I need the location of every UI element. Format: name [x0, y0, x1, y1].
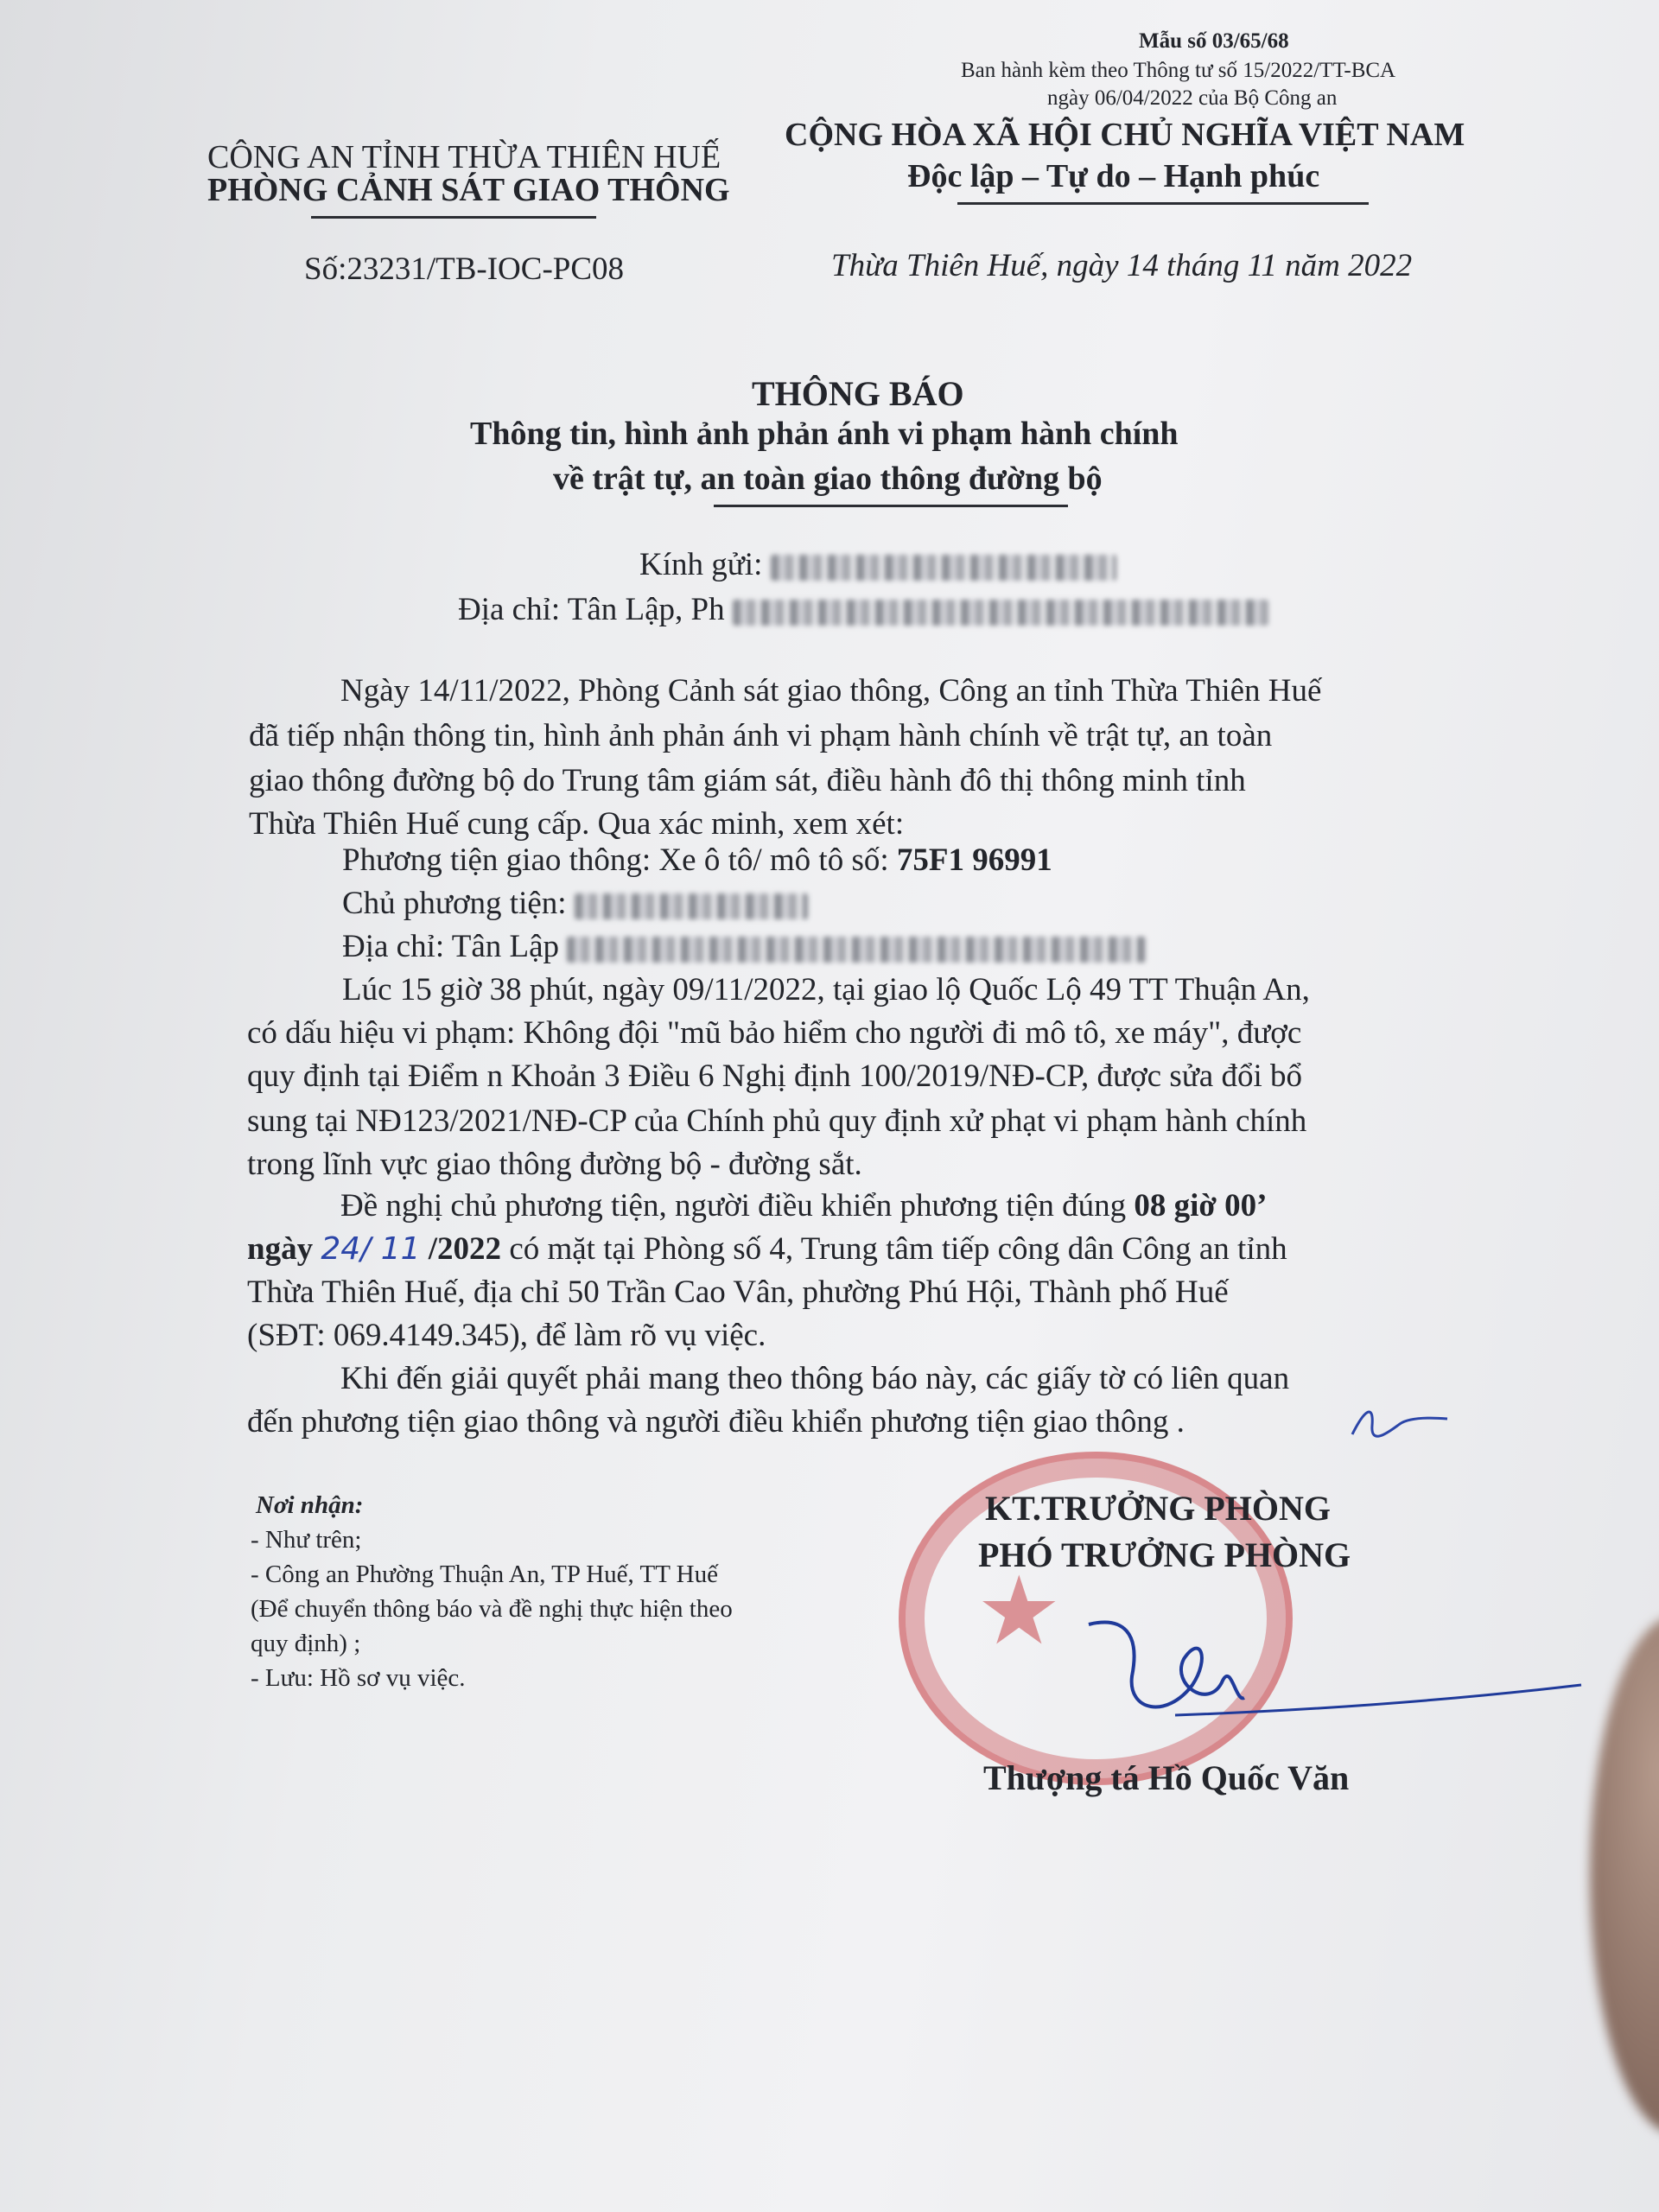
sign-title-2: PHÓ TRƯỞNG PHÒNG: [978, 1535, 1351, 1574]
document-title: THÔNG BÁO: [752, 374, 964, 413]
para3-start: Đề nghị chủ phương tiện, người điều khiển phương tiện đúng: [340, 1188, 1135, 1224]
para1-line-2: đã tiếp nhận thông tin, hình ảnh phản ánh vi phạm hành chính về trật tự, an toàn: [249, 718, 1273, 753]
appointment-year: /2022: [428, 1231, 502, 1267]
vehicle-plate: 75F1 96991: [896, 842, 1052, 878]
owner-label: Chủ phương tiện:: [342, 886, 567, 921]
recipient-row: [639, 543, 1116, 588]
recipient-item-5: - Lưu: Hồ sơ vụ việc.: [251, 1664, 466, 1692]
para3-line-2: [247, 1227, 1287, 1272]
address-row: [458, 588, 1268, 632]
country-name: CỘNG HÒA XÃ HỘI CHỦ NGHĨA VIỆT NAM: [785, 117, 1465, 153]
department-name: PHÒNG CẢNH SÁT GIAO THÔNG: [207, 172, 730, 208]
issued-line-2: ngày 06/04/2022 của Bộ Công an: [1047, 86, 1338, 110]
redacted-recipient: [771, 555, 1116, 581]
country-motto: Độc lập – Tự do – Hạnh phúc: [907, 158, 1320, 194]
appointment-time: 08 giờ 00’: [1134, 1188, 1268, 1224]
day-label: ngày: [247, 1231, 314, 1267]
owner-address-row: [342, 925, 1146, 969]
handwritten-signature: [1071, 1581, 1590, 1728]
signer-name: Thượng tá Hồ Quốc Văn: [983, 1758, 1350, 1797]
agency-name: CÔNG AN TỈNH THỪA THIÊN HUẾ: [207, 139, 721, 175]
sign-title-1: KT.TRƯỞNG PHÒNG: [985, 1489, 1331, 1528]
para3-line-4: (SĐT: 069.4149.345), để làm rõ vụ việc.: [247, 1318, 766, 1353]
recipient-item-1: - Như trên;: [251, 1526, 362, 1554]
recipient-label: Kính gửi:: [639, 547, 763, 582]
para3-rest: có mặt tại Phòng số 4, Trung tâm tiếp công dân Công an tỉnh: [501, 1231, 1287, 1267]
place-date: Thừa Thiên Huế, ngày 14 tháng 11 năm 2022: [831, 248, 1413, 283]
subtitle-line-1: Thông tin, hình ảnh phản ánh vi phạm hành chính: [470, 416, 1179, 452]
para1-line-3: giao thông đường bộ do Trung tâm giám sát, điều hành đô thị thông minh tỉnh: [249, 763, 1246, 798]
recipient-item-3: (Để chuyển thông báo và đề nghị thực hiện theo: [251, 1595, 733, 1623]
agency-underline: [311, 216, 596, 219]
para2-line-1: Lúc 15 giờ 38 phút, ngày 09/11/2022, tại giao lộ Quốc Lộ 49 TT Thuận An,: [342, 972, 1310, 1007]
para3-line-3: Thừa Thiên Huế, địa chỉ 50 Trần Cao Vân, phường Phú Hội, Thành phố Huế: [247, 1274, 1229, 1310]
redacted-owner-address: [567, 937, 1146, 963]
form-number: Mẫu số 03/65/68: [1139, 29, 1289, 53]
para3-line-1: [340, 1184, 1267, 1229]
para2-line-5: trong lĩnh vực giao thông đường bộ - đường sắt.: [247, 1147, 862, 1182]
vehicle-label: Phương tiện giao thông: Xe ô tô/ mô tô số:: [342, 842, 897, 878]
address-label: Địa chỉ: Tân Lập, Ph: [458, 592, 725, 627]
owner-row: [342, 881, 808, 926]
document-number: Số:23231/TB-IOC-PC08: [304, 251, 625, 287]
para2-line-4: sung tại NĐ123/2021/NĐ-CP của Chính phủ quy định xử phạt vi phạm hành chính: [247, 1103, 1307, 1139]
para2-line-3: quy định tại Điểm n Khoản 3 Điều 6 Nghị định 100/2019/NĐ-CP, được sửa đổi bổ: [247, 1058, 1302, 1094]
recipient-item-2: - Công an Phường Thuận An, TP Huế, TT Huế: [251, 1560, 718, 1588]
initials-mark: [1348, 1400, 1452, 1443]
recipients-title: Nơi nhận:: [256, 1491, 364, 1519]
redacted-owner: [575, 893, 808, 919]
issued-line-1: Ban hành kèm theo Thông tư số 15/2022/TT-BCA: [961, 59, 1396, 82]
para2-line-2: có dấu hiệu vi phạm: Không đội "mũ bảo hiểm cho người đi mô tô, xe máy", được: [247, 1015, 1302, 1051]
para4-line-1: Khi đến giải quyết phải mang theo thông báo này, các giấy tờ có liên quan: [340, 1361, 1290, 1396]
para1-line-1: Ngày 14/11/2022, Phòng Cảnh sát giao thông, Công an tỉnh Thừa Thiên Huế: [340, 673, 1322, 709]
owner-address-label: Địa chỉ: Tân Lập: [342, 929, 560, 964]
redacted-address: [733, 600, 1268, 626]
vehicle-row: [342, 838, 1052, 883]
stamp-star-icon: ★: [976, 1559, 1062, 1664]
para1-line-4: Thừa Thiên Huế cung cấp. Qua xác minh, xem xét:: [249, 806, 905, 842]
recipient-item-4: quy định) ;: [251, 1630, 361, 1657]
para4-line-2: đến phương tiện giao thông và người điều khiển phương tiện giao thông .: [247, 1404, 1185, 1440]
handwritten-date: 24/ 11: [321, 1231, 421, 1267]
motto-underline: [957, 202, 1369, 205]
subtitle-underline: [714, 505, 1068, 507]
subtitle-line-2: về trật tự, an toàn giao thông đường bộ: [553, 461, 1103, 497]
